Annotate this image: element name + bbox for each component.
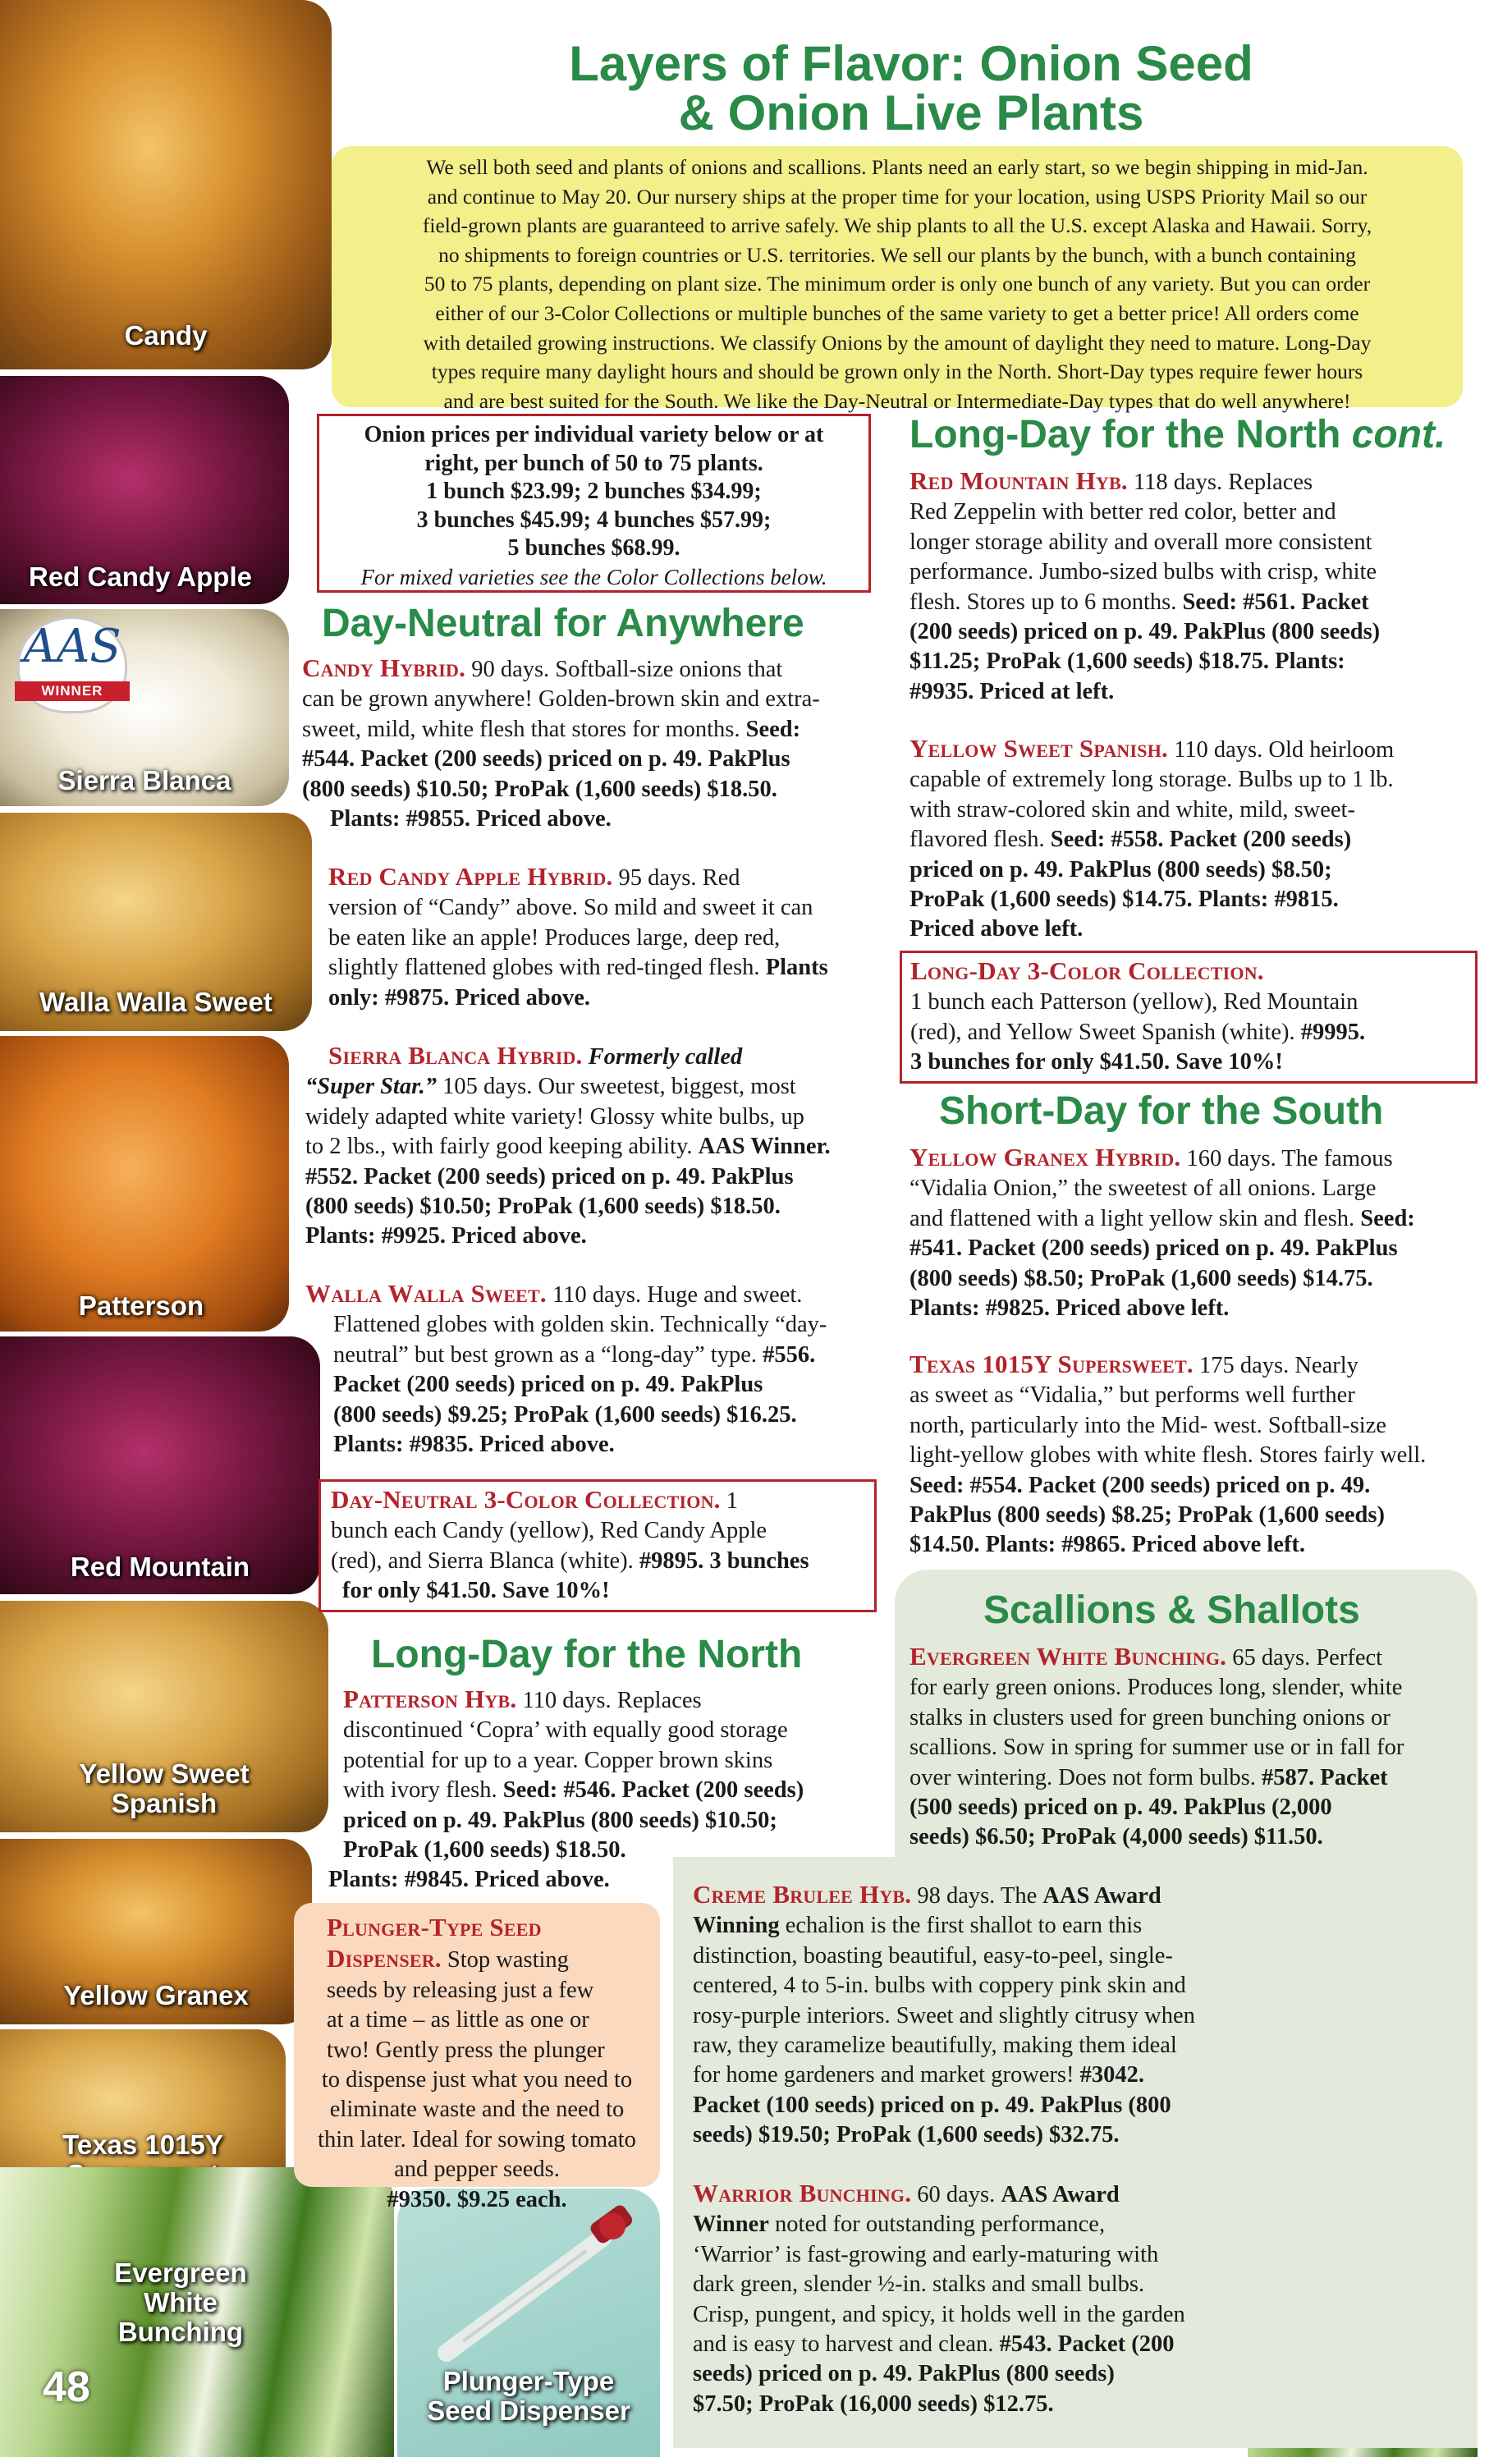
page-number: 48 bbox=[43, 2363, 90, 2411]
text: (800 seeds) $10.50; ProPak (1,600 seeds) $18.50. bbox=[305, 1194, 781, 1220]
photo-caption: Red Candy Apple bbox=[29, 562, 252, 592]
heading-long-day-cont bbox=[909, 412, 1446, 458]
text: to dispense just what you need to bbox=[321, 2067, 633, 2093]
text: “Super Star.” bbox=[305, 1074, 437, 1100]
text: dark green, slender ½-in. stalks and small bulbs. bbox=[693, 2271, 1145, 2298]
text: Priced above left. bbox=[909, 916, 1084, 942]
variety-texas-supersweet-name: Texas 1015Y Supersweet. bbox=[909, 1350, 1194, 1378]
text: 60 days. bbox=[911, 2182, 1001, 2207]
photo-caption: Walla Walla Sweet bbox=[39, 987, 273, 1017]
heading-cont: cont. bbox=[1351, 413, 1446, 456]
heading-short-day: Short-Day for the South bbox=[939, 1089, 1384, 1133]
text: thin later. Ideal for sowing tomato bbox=[318, 2126, 636, 2152]
aas-winner-badge bbox=[20, 619, 125, 711]
text: can be grown anywhere! Golden-brown skin and extra- bbox=[302, 686, 820, 713]
photo-caption: Evergreen bbox=[114, 2258, 247, 2288]
intro-line: We sell both seed and plants of onions and scallions. Plants need an early start, so we begin shipping in mid-Jan. bbox=[426, 155, 1368, 179]
photo-sierra-blanca bbox=[0, 609, 289, 806]
text: at a time – as little as one or bbox=[327, 2007, 589, 2033]
photo-caption: Yellow Granex bbox=[63, 1980, 249, 2010]
intro-line: either of our 3-Color Collections or multiple bunches of the same variety to get a better price! All orders come bbox=[435, 300, 1359, 325]
collection-long-day-name: Long-Day 3-Color Collection. bbox=[910, 956, 1264, 985]
text: and pepper seeds. bbox=[394, 2157, 560, 2183]
heading-day-neutral: Day-Neutral for Anywhere bbox=[322, 602, 804, 645]
variety-warrior-name: Warrior Bunching. bbox=[693, 2179, 912, 2207]
text: Plants: #9825. Priced above left. bbox=[909, 1295, 1230, 1322]
text: stalks in clusters used for green bunching onions or bbox=[909, 1704, 1391, 1730]
text: only: #9875. Priced above. bbox=[328, 984, 591, 1011]
text: 160 days. The famous bbox=[1180, 1146, 1393, 1171]
text: 105 days. Our sweetest, biggest, most bbox=[436, 1074, 796, 1100]
yellow-sweet-spanish-block bbox=[909, 734, 1484, 945]
text: ProPak (1,600 seeds) $18.50. bbox=[343, 1837, 626, 1863]
text: over wintering. Does not form bulbs. bbox=[909, 1764, 1262, 1790]
text: (800 seeds) $9.25; ProPak (1,600 seeds) $16.25. bbox=[333, 1401, 797, 1428]
text: priced on p. 49. PakPlus (800 seeds) $8.50; bbox=[909, 856, 1332, 882]
photo-plunger-dispenser bbox=[397, 2189, 660, 2457]
text: 3 bunches for only $41.50. Save 10%! bbox=[910, 1049, 1283, 1075]
price-line: 5 bunches $68.99. bbox=[507, 535, 680, 561]
photo-caption: Plunger-Type bbox=[442, 2366, 615, 2396]
text: 90 days. Softball-size onions that bbox=[465, 657, 783, 682]
text: #9995. bbox=[1300, 1019, 1366, 1045]
red-mountain-block bbox=[909, 466, 1484, 707]
text: ProPak (1,600 seeds) $14.75. Plants: #9815. bbox=[909, 887, 1339, 913]
text: Winner bbox=[693, 2212, 769, 2238]
variety-patterson-name: Patterson Hyb. bbox=[343, 1685, 517, 1713]
warrior-block bbox=[693, 2179, 1251, 2419]
yellow-granex-block bbox=[909, 1143, 1484, 1323]
photo-caption: Patterson bbox=[78, 1290, 204, 1321]
text: Crisp, pungent, and spicy, it holds well in the garden bbox=[693, 2301, 1185, 2327]
text: slightly flattened globes with red-tinged flesh. bbox=[328, 955, 766, 981]
collection-day-neutral-name: Day-Neutral 3-Color Collection. bbox=[331, 1485, 721, 1514]
variety-creme-brulee-name: Creme Brulee Hyb. bbox=[693, 1880, 912, 1909]
text: (500 seeds) priced on p. 49. PakPlus (2,000 bbox=[909, 1795, 1332, 1821]
text: raw, they caramelize beautifully, making them ideal bbox=[693, 2033, 1177, 2059]
text: #552. Packet (200 seeds) priced on p. 49. PakPlus bbox=[305, 1163, 794, 1190]
text: AAS Award bbox=[1001, 2182, 1120, 2207]
text: Seed: bbox=[745, 716, 801, 742]
text: distinction, boasting beautiful, easy-to-peel, single- bbox=[693, 1942, 1173, 1969]
text: AAS Winner. bbox=[698, 1134, 831, 1160]
text: PakPlus (800 seeds) $8.25; ProPak (1,600 seeds) bbox=[909, 1502, 1385, 1529]
text: performance. Jumbo-sized bulbs with crisp, white bbox=[909, 559, 1377, 585]
photo-caption: Sierra Blanca bbox=[57, 765, 231, 795]
heading-text: Long-Day for the North bbox=[909, 413, 1341, 456]
text: 95 days. Red bbox=[612, 865, 740, 891]
variety-evergreen-name: Evergreen White Bunching. bbox=[909, 1642, 1227, 1671]
intro-line: field-grown plants are guaranteed to arrive safely. We ship plants to all the U.S. except Alaska and Hawaii. Sorry, bbox=[422, 213, 1372, 238]
price-line: Onion prices per individual variety below or at bbox=[364, 422, 824, 447]
text: Seed: #546. Packet (200 seeds) bbox=[502, 1777, 804, 1804]
text: $7.50; ProPak (16,000 seeds) $12.75. bbox=[693, 2391, 1054, 2417]
text: flesh. Stores up to 6 months. bbox=[909, 589, 1183, 615]
price-note: For mixed varieties see the Color Collections below. bbox=[360, 564, 827, 589]
text: ‘Warrior’ is fast-growing and early-maturing with bbox=[693, 2241, 1159, 2267]
walla-walla-block bbox=[305, 1279, 880, 1460]
text: Plants: #9835. Priced above. bbox=[333, 1432, 615, 1458]
text: 1 bunch each Patterson (yellow), Red Mountain bbox=[910, 989, 1359, 1015]
text: Plants bbox=[765, 955, 828, 981]
variety-candy-name: Candy Hybrid. bbox=[302, 653, 466, 682]
text: Flattened globes with golden skin. Technically “day- bbox=[333, 1312, 827, 1338]
text: (200 seeds) priced on p. 49. PakPlus (800 seeds) bbox=[909, 619, 1381, 645]
sierra-blanca-block bbox=[305, 1041, 880, 1252]
text: seeds by releasing just a few bbox=[327, 1977, 594, 2003]
variety-walla-walla-name: Walla Walla Sweet. bbox=[305, 1279, 547, 1308]
text: #544. Packet (200 seeds) priced on p. 49. PakPlus bbox=[302, 746, 790, 772]
text: 98 days. The bbox=[911, 1883, 1043, 1909]
plunger-icon bbox=[397, 2189, 660, 2386]
text: scallions. Sow in spring for summer use or in fall for bbox=[909, 1735, 1404, 1761]
price-line: 1 bunch $23.99; 2 bunches $34.99; bbox=[426, 479, 762, 504]
long-day-collection-box bbox=[900, 951, 1478, 1084]
text: Winning bbox=[693, 1913, 780, 1939]
text: potential for up to a year. Copper brown skins bbox=[343, 1747, 773, 1773]
text: 1 bbox=[720, 1488, 739, 1514]
text: Plants: #9845. Priced above. bbox=[328, 1867, 610, 1893]
text: eliminate waste and the need to bbox=[329, 2097, 625, 2123]
variety-red-mountain-name: Red Mountain Hyb. bbox=[909, 466, 1128, 495]
photo-caption-line3: Bunching bbox=[117, 2317, 244, 2347]
text: and is easy to harvest and clean. bbox=[693, 2331, 1000, 2358]
winner-ribbon: WINNER bbox=[15, 681, 130, 701]
text: $11.25; ProPak (1,600 seeds) $18.75. Plants: bbox=[909, 649, 1345, 675]
text: Packet (100 seeds) priced on p. 49. PakPlus (800 bbox=[693, 2092, 1171, 2118]
text: widely adapted white variety! Glossy white bulbs, up bbox=[305, 1103, 804, 1130]
text: (red), and Yellow Sweet Spanish (white). bbox=[910, 1019, 1301, 1045]
product-plunger-name-line2: Dispenser. bbox=[327, 1944, 442, 1973]
text: echalion is the first shallot to earn this bbox=[779, 1913, 1143, 1939]
text: and flattened with a light yellow skin and flesh. bbox=[909, 1205, 1361, 1231]
intro-line: no shipments to foreign countries or U.S. territories. We sell our plants by the bunch, with a bunch containing bbox=[438, 242, 1356, 267]
photo-walla-walla bbox=[0, 813, 312, 1031]
text: Seed: bbox=[1360, 1205, 1415, 1231]
text: 65 days. Perfect bbox=[1226, 1645, 1383, 1671]
text: noted for outstanding performance, bbox=[768, 2212, 1106, 2238]
price-line: right, per bunch of 50 to 75 plants. bbox=[424, 450, 763, 476]
text: #9935. Priced at left. bbox=[909, 678, 1115, 704]
photo-caption: Candy bbox=[124, 320, 208, 351]
text: 110 days. Old heirloom bbox=[1167, 737, 1395, 763]
photo-patterson bbox=[0, 1036, 289, 1332]
text: with straw-colored skin and white, mild, sweet- bbox=[909, 796, 1355, 823]
text: for only $41.50. Save 10%! bbox=[342, 1578, 610, 1604]
photo-caption: Red Mountain bbox=[70, 1552, 250, 1582]
text: centered, 4 to 5-in. bulbs with coppery pink skin and bbox=[693, 1973, 1186, 1999]
page-title-line1: Layers of Flavor: Onion Seed bbox=[569, 36, 1253, 91]
text: #556. bbox=[763, 1341, 816, 1368]
text: for home gardeners and market growers! bbox=[693, 2062, 1080, 2088]
texas-supersweet-block bbox=[909, 1350, 1484, 1561]
text: “Vidalia Onion,” the sweetest of all onions. Large bbox=[909, 1176, 1377, 1202]
text: rosy-purple interiors. Sweet and slightly citrusy when bbox=[693, 2002, 1195, 2028]
text: flavored flesh. bbox=[909, 827, 1051, 853]
variety-sierra-blanca-name: Sierra Blanca Hybrid. bbox=[328, 1041, 583, 1070]
text: 118 days. Replaces bbox=[1127, 470, 1313, 495]
text: Stop wasting bbox=[441, 1947, 569, 1973]
intro-line: and continue to May 20. Our nursery ships at the proper time for your location, using USPS Priority Mail so our bbox=[427, 184, 1368, 209]
day-neutral-collection-box bbox=[318, 1479, 877, 1612]
photo-caption: Texas 1015Y bbox=[62, 2129, 223, 2160]
text: neutral” but best grown as a “long-day” type. bbox=[333, 1341, 763, 1368]
photo-yellow-granex bbox=[0, 1839, 312, 2024]
text: $14.50. Plants: #9865. Priced above left. bbox=[909, 1532, 1306, 1558]
page-title bbox=[361, 36, 1461, 140]
text: capable of extremely long storage. Bulbs up to 1 lb. bbox=[909, 767, 1394, 793]
text: Plants: #9855. Priced above. bbox=[330, 806, 612, 832]
text: seeds) priced on p. 49. PakPlus (800 seeds) bbox=[693, 2361, 1115, 2387]
text: (red), and Sierra Blanca (white). bbox=[331, 1547, 639, 1574]
variety-yellow-granex-name: Yellow Granex Hybrid. bbox=[909, 1143, 1181, 1171]
photo-caption-line2: Spanish bbox=[111, 1788, 218, 1818]
text: Seed: #561. Packet bbox=[1182, 589, 1369, 615]
text: Seed: #558. Packet (200 seeds) bbox=[1050, 827, 1352, 853]
intro-line: types require many daylight hours and should be grown only in the North. Short-Day types require fewer hours bbox=[431, 360, 1363, 384]
aas-logo-text: AAS bbox=[23, 620, 121, 673]
text: two! Gently press the plunger bbox=[327, 2037, 605, 2063]
price-box bbox=[317, 414, 871, 593]
text: Red Zeppelin with better red color, better and bbox=[909, 499, 1336, 525]
text: AAS Award bbox=[1042, 1883, 1161, 1909]
photo-caption-line2: White bbox=[144, 2287, 218, 2317]
text: seeds) $19.50; ProPak (1,600 seeds) $32.75. bbox=[693, 2122, 1120, 2148]
text: be eaten like an apple! Produces large, deep red, bbox=[328, 924, 781, 951]
text: 175 days. Nearly bbox=[1193, 1353, 1359, 1378]
text: bunch each Candy (yellow), Red Candy Apple bbox=[331, 1518, 767, 1544]
text: 110 days. Huge and sweet. bbox=[546, 1282, 803, 1308]
text: north, particularly into the Mid- west. Softball-size bbox=[909, 1412, 1386, 1438]
text: #9350. $9.25 each. bbox=[387, 2186, 567, 2212]
text: sweet, mild, white flesh that stores for months. bbox=[302, 716, 746, 742]
text: Plants: #9925. Priced above. bbox=[305, 1223, 587, 1249]
product-plunger-name: Plunger-Type Seed bbox=[327, 1913, 542, 1941]
heading-long-day: Long-Day for the North bbox=[371, 1633, 803, 1676]
intro-box bbox=[332, 146, 1463, 413]
intro-line: with detailed growing instructions. We classify Onions by the amount of daylight they need to mature. Long-Day bbox=[423, 330, 1372, 355]
text: with ivory flesh. bbox=[343, 1777, 503, 1804]
text: #587. Packet bbox=[1262, 1764, 1388, 1790]
text: (800 seeds) $10.50; ProPak (1,600 seeds) $18.50. bbox=[302, 776, 777, 802]
text: Seed: #554. Packet (200 seeds) priced on p. 49. bbox=[909, 1472, 1371, 1498]
text: version of “Candy” above. So mild and sweet it can bbox=[328, 895, 813, 921]
text: for early green onions. Produces long, slender, white bbox=[909, 1675, 1403, 1701]
page-title-line2: & Onion Live Plants bbox=[678, 85, 1144, 140]
text: 110 days. Replaces bbox=[516, 1688, 702, 1713]
photo-yellow-sweet-spanish bbox=[0, 1601, 328, 1832]
text: Formerly called bbox=[582, 1044, 743, 1070]
text: #541. Packet (200 seeds) priced on p. 49. PakPlus bbox=[909, 1235, 1398, 1262]
evergreen-block bbox=[909, 1642, 1476, 1853]
heading-scallions: Scallions & Shallots bbox=[983, 1588, 1360, 1632]
day-neutral-column bbox=[302, 653, 877, 864]
variety-red-candy-apple-name: Red Candy Apple Hybrid. bbox=[328, 862, 613, 891]
creme-brulee-block bbox=[693, 1880, 1259, 2151]
plunger-block bbox=[294, 1913, 660, 2215]
red-candy-apple-block bbox=[328, 862, 887, 1013]
text: light-yellow globes with white flesh. Stores fairly well. bbox=[909, 1442, 1427, 1469]
text: longer storage ability and overall more consistent bbox=[909, 529, 1372, 555]
text: Packet (200 seeds) priced on p. 49. PakPlus bbox=[333, 1372, 763, 1398]
text: discontinued ‘Copra’ with equally good storage bbox=[343, 1717, 788, 1744]
text: as sweet as “Vidalia,” but performs well further bbox=[909, 1382, 1355, 1409]
photo-caption: Yellow Sweet bbox=[79, 1758, 250, 1789]
photo-caption-line2: Seed Dispenser bbox=[427, 2395, 630, 2426]
text: (800 seeds) $8.50; ProPak (1,600 seeds) $14.75. bbox=[909, 1265, 1373, 1291]
text: priced on p. 49. PakPlus (800 seeds) $10.50; bbox=[343, 1807, 777, 1833]
intro-line: and are best suited for the South. We like the Day-Neutral or Intermediate-Day types that do well anywhere! bbox=[443, 388, 1351, 413]
photo-red-candy-apple bbox=[0, 376, 289, 604]
text: to 2 lbs., with fairly good keeping ability. bbox=[305, 1134, 699, 1160]
text: #543. Packet (200 bbox=[999, 2331, 1175, 2358]
intro-line: 50 to 75 plants, depending on plant size. The minimum order is only one bunch of any variety. But you can order bbox=[424, 272, 1371, 296]
text: #9895. 3 bunches bbox=[639, 1547, 809, 1574]
variety-yellow-sweet-spanish-name: Yellow Sweet Spanish. bbox=[909, 734, 1168, 763]
price-line: 3 bunches $45.99; 4 bunches $57.99; bbox=[416, 507, 772, 533]
text: seeds) $6.50; ProPak (4,000 seeds) $11.50. bbox=[909, 1824, 1323, 1850]
photo-red-mountain bbox=[0, 1336, 320, 1594]
photo-candy bbox=[0, 0, 332, 369]
text: #3042. bbox=[1079, 2062, 1145, 2088]
